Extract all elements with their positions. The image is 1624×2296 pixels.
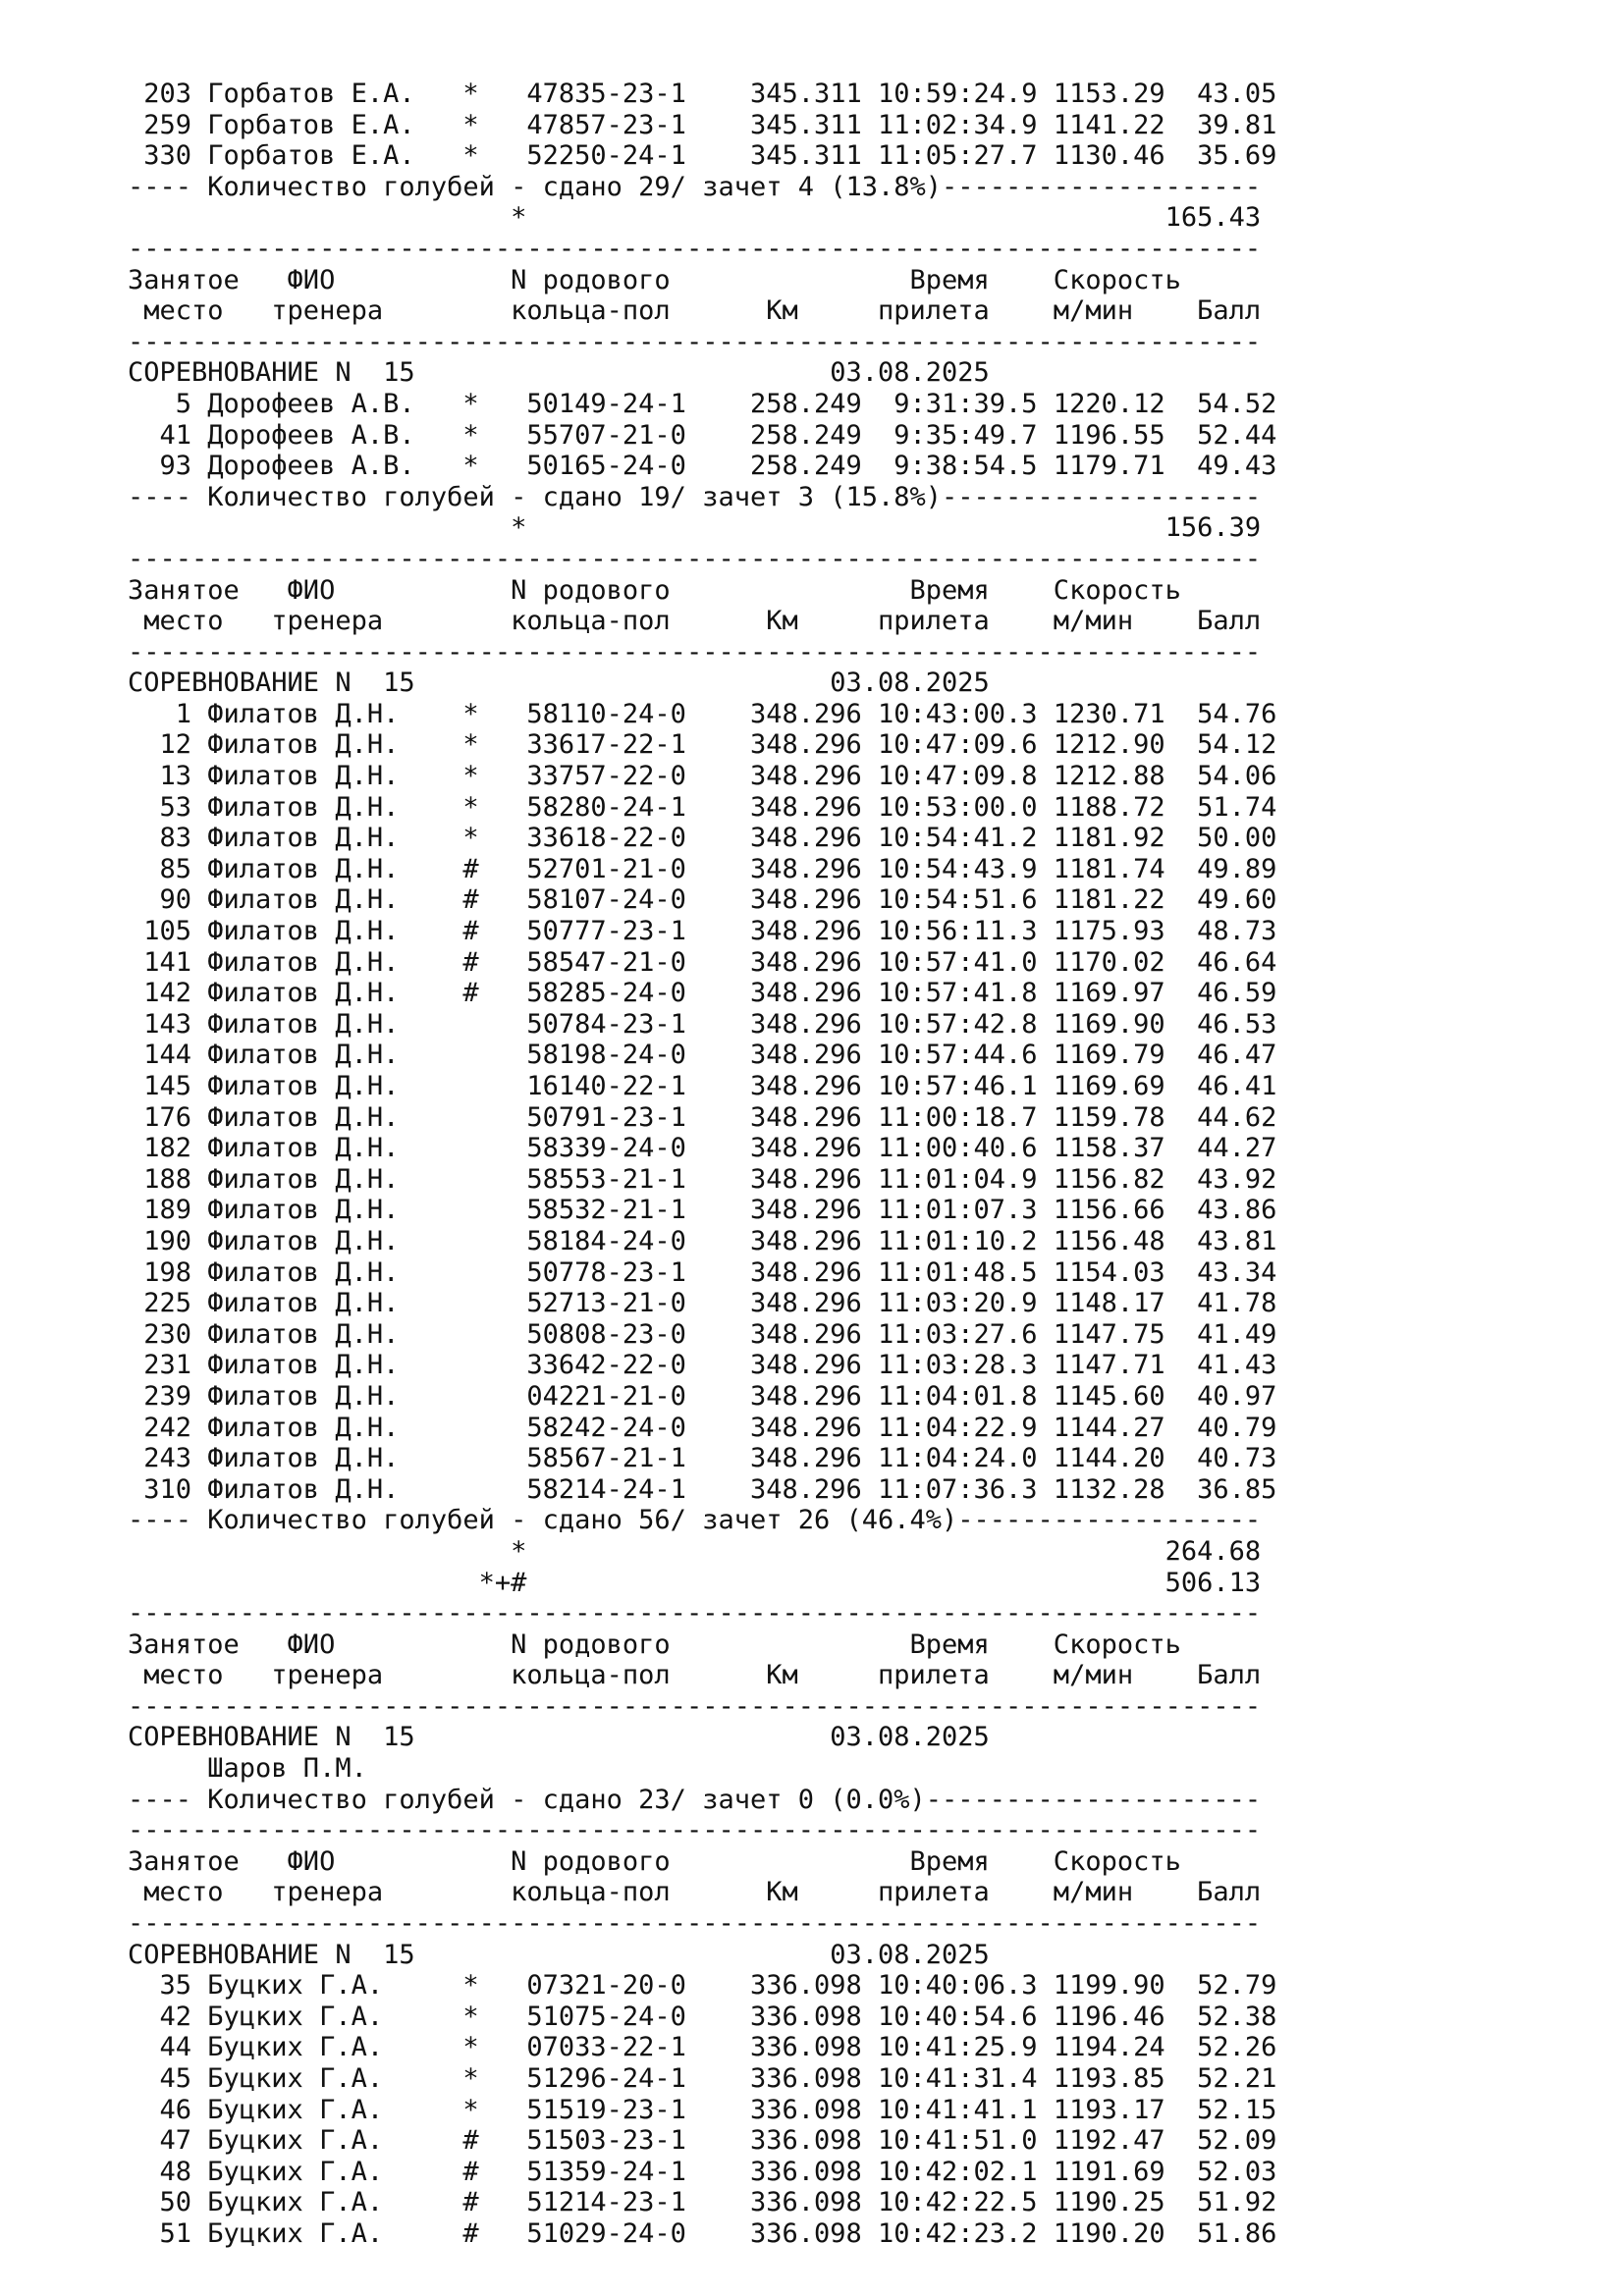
report-line: 243 Филатов Д.Н. 58567-21-1 348.296 11:04:24.0 1144.20 40.73 bbox=[128, 1443, 1277, 1474]
report-line: 203 Горбатов Е.А. * 47835-23-1 345.311 10:59:24.9 1153.29 43.05 bbox=[128, 79, 1277, 109]
report-line: Занятое ФИО N родового Время Скорость bbox=[128, 1845, 1181, 1877]
report-line: ----------------------------------------------------------------------- bbox=[128, 233, 1262, 264]
race-results-report bbox=[128, 79, 1276, 2250]
report-line: 189 Филатов Д.Н. 58532-21-1 348.296 11:01:07.3 1156.66 43.86 bbox=[128, 1195, 1277, 1226]
report-line: Занятое ФИО N родового Время Скорость bbox=[128, 1629, 1181, 1660]
report-line: 13 Филатов Д.Н. * 33757-22-0 348.296 10:47:09.8 1212.88 54.06 bbox=[128, 761, 1277, 792]
report-line: 48 Буцких Г.А. # 51359-24-1 336.098 10:42:02.1 1191.69 52.03 bbox=[128, 2156, 1277, 2187]
report-line: СОРЕВНОВАНИЕ N 15 03.08.2025 bbox=[128, 1939, 990, 1970]
report-line: 145 Филатов Д.Н. 16140-22-1 348.296 10:57:46.1 1169.69 46.41 bbox=[128, 1071, 1277, 1101]
report-line: 239 Филатов Д.Н. 04221-21-0 348.296 11:04:01.8 1145.60 40.97 bbox=[128, 1380, 1277, 1412]
report-line: 1 Филатов Д.Н. * 58110-24-0 348.296 10:43:00.3 1230.71 54.76 bbox=[128, 698, 1277, 729]
report-line: ---- Количество голубей - сдано 56/ зачет 26 (46.4%)------------------- bbox=[128, 1505, 1262, 1536]
report-line: 42 Буцких Г.А. * 51075-24-0 336.098 10:40:54.6 1196.46 52.38 bbox=[128, 2001, 1277, 2032]
report-line: ----------------------------------------------------------------------- bbox=[128, 326, 1262, 357]
report-line: 182 Филатов Д.Н. 58339-24-0 348.296 11:00:40.6 1158.37 44.27 bbox=[128, 1133, 1277, 1164]
report-line: 50 Буцких Г.А. # 51214-23-1 336.098 10:42:22.5 1190.25 51.92 bbox=[128, 2187, 1277, 2218]
report-line: 188 Филатов Д.Н. 58553-21-1 348.296 11:01:04.9 1156.82 43.92 bbox=[128, 1163, 1277, 1195]
report-line: 47 Буцких Г.А. # 51503-23-1 336.098 10:41:51.0 1192.47 52.09 bbox=[128, 2125, 1277, 2157]
report-line: СОРЕВНОВАНИЕ N 15 03.08.2025 bbox=[128, 1722, 990, 1753]
report-line: 141 Филатов Д.Н. # 58547-21-0 348.296 10:57:41.0 1170.02 46.64 bbox=[128, 946, 1277, 978]
report-line: *+# 506.13 bbox=[128, 1567, 1262, 1598]
report-line: СОРЕВНОВАНИЕ N 15 03.08.2025 bbox=[128, 357, 990, 389]
report-line: * 264.68 bbox=[128, 1535, 1262, 1567]
report-line: 190 Филатов Д.Н. 58184-24-0 348.296 11:01:10.2 1156.48 43.81 bbox=[128, 1225, 1277, 1256]
report-line: 35 Буцких Г.А. * 07321-20-0 336.098 10:40:06.3 1199.90 52.79 bbox=[128, 1970, 1277, 2002]
report-line: * 165.43 bbox=[128, 202, 1262, 234]
report-line: 93 Дорофеев А.В. * 50165-24-0 258.249 9:38:54.5 1179.71 49.43 bbox=[128, 451, 1277, 482]
report-line: 330 Горбатов Е.А. * 52250-24-1 345.311 11:05:27.7 1130.46 35.69 bbox=[128, 140, 1277, 172]
report-line: 176 Филатов Д.Н. 50791-23-1 348.296 11:00:18.7 1159.78 44.62 bbox=[128, 1101, 1277, 1133]
report-line: 41 Дорофеев А.В. * 55707-21-0 258.249 9:35:49.7 1196.55 52.44 bbox=[128, 419, 1277, 451]
report-line: 310 Филатов Д.Н. 58214-24-1 348.296 11:07:36.3 1132.28 36.85 bbox=[128, 1473, 1277, 1505]
report-line: 259 Горбатов Е.А. * 47857-23-1 345.311 11:02:34.9 1141.22 39.81 bbox=[128, 109, 1277, 140]
report-line: 225 Филатов Д.Н. 52713-21-0 348.296 11:03:20.9 1148.17 41.78 bbox=[128, 1288, 1277, 1319]
report-line: 242 Филатов Д.Н. 58242-24-0 348.296 11:04:22.9 1144.27 40.79 bbox=[128, 1412, 1277, 1443]
report-line: 45 Буцких Г.А. * 51296-24-1 336.098 10:41:31.4 1193.85 52.21 bbox=[128, 2063, 1277, 2094]
report-line: ---- Количество голубей - сдано 23/ зачет 0 (0.0%)--------------------- bbox=[128, 1784, 1262, 1815]
report-line: ----------------------------------------------------------------------- bbox=[128, 1908, 1262, 1940]
report-line: 231 Филатов Д.Н. 33642-22-0 348.296 11:03:28.3 1147.71 41.43 bbox=[128, 1350, 1277, 1381]
report-line: 51 Буцких Г.А. # 51029-24-0 336.098 10:42:23.2 1190.20 51.86 bbox=[128, 2217, 1277, 2249]
report-line: 46 Буцких Г.А. * 51519-23-1 336.098 10:41:41.1 1193.17 52.15 bbox=[128, 2094, 1277, 2125]
report-line: * 156.39 bbox=[128, 512, 1262, 544]
report-line: 142 Филатов Д.Н. # 58285-24-0 348.296 10:57:41.8 1169.97 46.59 bbox=[128, 978, 1277, 1009]
report-line: 198 Филатов Д.Н. 50778-23-1 348.296 11:01:48.5 1154.03 43.34 bbox=[128, 1256, 1277, 1288]
report-line: 83 Филатов Д.Н. * 33618-22-0 348.296 10:54:41.2 1181.92 50.00 bbox=[128, 823, 1277, 854]
report-line: 5 Дорофеев А.В. * 50149-24-1 258.249 9:31:39.5 1220.12 54.52 bbox=[128, 388, 1277, 419]
report-line: Занятое ФИО N родового Время Скорость bbox=[128, 574, 1181, 606]
report-line: ---- Количество голубей - сдано 29/ зачет 4 (13.8%)-------------------- bbox=[128, 171, 1262, 202]
report-line: СОРЕВНОВАНИЕ N 15 03.08.2025 bbox=[128, 667, 990, 699]
report-line: место тренера кольца-пол Км прилета м/мин Балл bbox=[128, 1877, 1262, 1908]
report-line: ----------------------------------------------------------------------- bbox=[128, 1598, 1262, 1629]
report-line: ---- Количество голубей - сдано 19/ зачет 3 (15.8%)-------------------- bbox=[128, 481, 1262, 512]
report-line: ----------------------------------------------------------------------- bbox=[128, 1815, 1262, 1846]
report-line: 85 Филатов Д.Н. # 52701-21-0 348.296 10:54:43.9 1181.74 49.89 bbox=[128, 853, 1277, 884]
report-line: 105 Филатов Д.Н. # 50777-23-1 348.296 10:56:11.3 1175.93 48.73 bbox=[128, 916, 1277, 947]
report-line: 230 Филатов Д.Н. 50808-23-0 348.296 11:03:27.6 1147.75 41.49 bbox=[128, 1318, 1277, 1350]
report-line: 143 Филатов Д.Н. 50784-23-1 348.296 10:57:42.8 1169.90 46.53 bbox=[128, 1008, 1277, 1040]
report-line: место тренера кольца-пол Км прилета м/мин Балл bbox=[128, 295, 1262, 327]
report-line: 12 Филатов Д.Н. * 33617-22-1 348.296 10:47:09.6 1212.90 54.12 bbox=[128, 729, 1277, 761]
report-line: ----------------------------------------------------------------------- bbox=[128, 1690, 1262, 1722]
report-line: Шаров П.М. bbox=[128, 1753, 367, 1785]
report-line: ----------------------------------------------------------------------- bbox=[128, 543, 1262, 574]
report-line: Занятое ФИО N родового Время Скорость bbox=[128, 264, 1181, 295]
report-line: 144 Филатов Д.Н. 58198-24-0 348.296 10:57:44.6 1169.79 46.47 bbox=[128, 1040, 1277, 1071]
report-line: 53 Филатов Д.Н. * 58280-24-1 348.296 10:53:00.0 1188.72 51.74 bbox=[128, 791, 1277, 823]
report-line: место тренера кольца-пол Км прилета м/мин Балл bbox=[128, 606, 1262, 637]
report-line: ----------------------------------------------------------------------- bbox=[128, 636, 1262, 667]
report-line: 44 Буцких Г.А. * 07033-22-1 336.098 10:41:25.9 1194.24 52.26 bbox=[128, 2032, 1277, 2063]
report-line: место тренера кольца-пол Км прилета м/мин Балл bbox=[128, 1660, 1262, 1691]
report-line: 90 Филатов Д.Н. # 58107-24-0 348.296 10:54:51.6 1181.22 49.60 bbox=[128, 884, 1277, 916]
